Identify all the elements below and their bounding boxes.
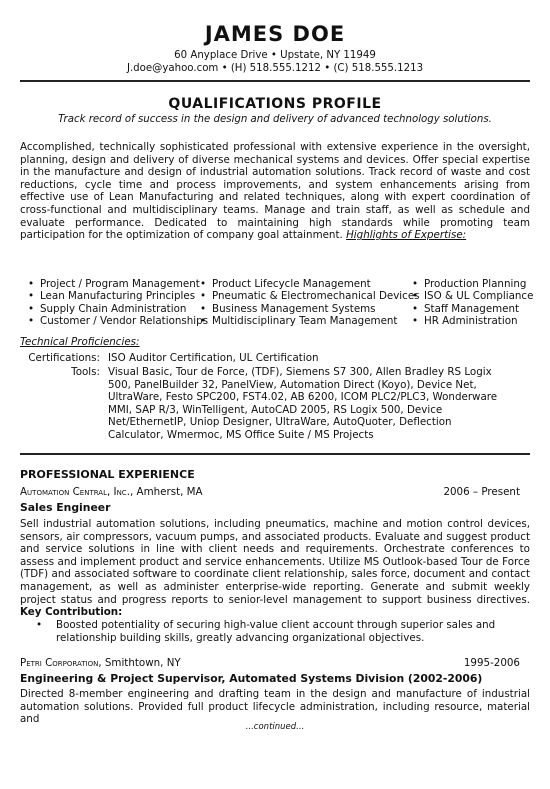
job1-company-line: [20, 486, 203, 498]
summary-paragraph: [20, 141, 530, 242]
expertise-column-2: [200, 278, 420, 328]
qualifications-tagline: Track record of success in the design and delivery of advanced technology solutions.: [58, 114, 492, 125]
experience-divider: [20, 453, 530, 455]
job2-dates: 1995-2006: [463, 657, 520, 669]
expertise-item: • Production Planning: [412, 278, 533, 290]
certifications-value: ISO Auditor Certification, UL Certification: [108, 352, 319, 364]
expertise-item: • Project / Program Management: [28, 278, 208, 290]
tools-value: Visual Basic, Tour de Force, (TDF), Siemens S7 300, Allen Bradley RS Logix 500, PanelBuilder 32, PanelView, Automation Direct (Koyo), Device Net, UltraWare, Festo SPC200, FST4.02, AB 6200, ICOM PLC2/PLC3, Wonderware MMI, SAP R/3, WinTelligent, AutoCAD 2005, RS Logix 500, Device Net/EthernetIP, Uniop Designer, UltraWare, AutoQuoter, Deflection Calculator, Wmermoc, MS Office Suite / MS Projects: [108, 366, 498, 441]
expertise-column-3: [412, 278, 533, 328]
job1-bullet: Boosted potentiality of securing high-value client account through superior sales and relationship building skills, greatly advancing organizational objectives.: [56, 619, 496, 644]
expertise-item: • Customer / Vendor Relationships: [28, 315, 208, 327]
candidate-name: JAMES DOE: [204, 22, 346, 46]
expertise-item: • HR Administration: [412, 315, 533, 327]
expertise-item: • Supply Chain Administration: [28, 303, 208, 315]
job2-role: Engineering & Project Supervisor, Automated Systems Division (2002-2006): [20, 672, 483, 685]
job2-description: Directed 8-member engineering and drafting team in the design and manufacture of industrial automation solutions. Provided full product lifecycle administration, including resource, material and: [20, 688, 530, 726]
technical-proficiencies-label: Technical Proficiencies:: [20, 336, 140, 348]
job2-company: Petri Corporation: [20, 657, 99, 669]
expertise-column-1: [28, 278, 208, 328]
summary-text: Accomplished, technically sophisticated professional with extensive experience in the oversight, planning, design and delivery of diverse mechanical systems and devices. Offer special expertise in the manufacture and design of industrial automation solutions. Track record of waste and cost reductions, cycle time and process improvements, and system enhancements arising from effective use of Lean Manufacturing and related techniques, along with expert coordination of cross-functional and multidisciplinary teams. Manage and train staff, as well as schedule and evaluate performance. Dedicated to maintaining high standards while promoting team participation for the optimization of company goal attainment.: [20, 141, 530, 242]
address: 60 Anyplace Drive • Upstate, NY 11949: [174, 50, 376, 61]
job1-role: Sales Engineer: [20, 501, 111, 514]
expertise-item: • Lean Manufacturing Principles: [28, 290, 208, 302]
job2-company-line: [20, 657, 181, 669]
expertise-item: • Product Lifecycle Management: [200, 278, 420, 290]
expertise-item: • Staff Management: [412, 303, 533, 315]
expertise-item: • Multidisciplinary Team Management: [200, 315, 420, 327]
job1-description: Sell industrial automation solutions, including pneumatics, machine and motion control devices, sensors, air compressors, vacuum pumps, and associated products. Evaluate and suggest product and service solutions in line with client needs and requirements. Orchestrate conferences to assess and implement product and service enhancements. Utilize MS Outlook-based Tour de Force (TDF) and associated software to coordinate client relationship, sales force, document and contact management, as well as administer enterprise-wide reporting. Generate and submit weekly project status and progress reports to senior-level management to support business directives.: [20, 518, 530, 606]
expertise-item: • Business Management Systems: [200, 303, 420, 315]
continued-note: ...continued...: [245, 722, 305, 732]
job2-location: , Smithtown, NY: [98, 657, 181, 669]
job1-dates: 2006 – Present: [443, 486, 520, 498]
tools-label: Tools:: [71, 366, 100, 378]
job1-company: Automation Central, Inc.: [20, 486, 130, 498]
job1-key-contribution-label: Key Contribution:: [20, 606, 123, 619]
qualifications-title: QUALIFICATIONS PROFILE: [168, 96, 382, 112]
certifications-label: Certifications:: [28, 352, 100, 364]
expertise-item: • Pneumatic & Electromechanical Devices: [200, 290, 420, 302]
job1-location: , Amherst, MA: [129, 486, 203, 498]
experience-title: PROFESSIONAL EXPERIENCE: [20, 468, 195, 481]
contact-info: J.doe@yahoo.com • (H) 518.555.1212 • (C) 518.555.1213: [126, 63, 424, 74]
job1-description-paragraph: [20, 518, 530, 619]
expertise-item: • ISO & UL Compliance: [412, 290, 533, 302]
highlights-label: Highlights of Expertise:: [346, 229, 467, 242]
header-divider: [20, 80, 530, 82]
bullet-icon: •: [36, 619, 43, 631]
